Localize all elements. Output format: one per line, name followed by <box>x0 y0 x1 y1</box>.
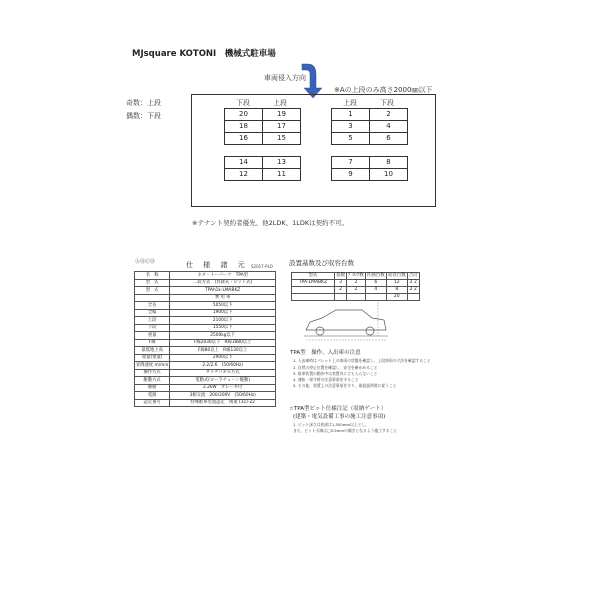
spec-row <box>135 377 276 385</box>
slot-14: 14 <box>225 157 263 169</box>
spec-row <box>135 279 276 287</box>
spec-value: 電動式(ローラチェーン駆動) <box>170 377 276 385</box>
spec-row <box>135 272 276 280</box>
spec-key: 型 式 <box>135 287 170 295</box>
count-cell <box>407 294 419 301</box>
spec-key: 上段 <box>135 317 170 325</box>
right-header-upper: 上段 <box>343 99 357 107</box>
slot-12: 12 <box>225 169 263 181</box>
count-header: ﾌﾞﾛｯｸ数 <box>348 273 364 279</box>
operation-notes-title: TPA型 操作、入出庫の注意 <box>290 350 361 356</box>
spec-key: 重量 <box>135 332 170 340</box>
spec-value: 2900以下 <box>170 354 276 362</box>
slot-10: 10 <box>370 169 408 181</box>
spec-value: 3相交流 200/200V (50/60Hz) <box>170 392 276 400</box>
pit-spec-title: ☆TPA型ピット仕様注記（収納ゲート） <box>289 406 387 412</box>
spec-value: F線2030以下 R線1880以上 <box>170 339 276 347</box>
pit-spec-line: 1. ピット深さは底部は1,500mm以上とし、 <box>293 422 370 427</box>
slot-5: 5 <box>332 133 370 145</box>
slot-17: 17 <box>263 121 301 133</box>
slot-13: 13 <box>263 157 301 169</box>
count-header: 合計 <box>408 273 418 279</box>
spec-row <box>135 309 276 317</box>
left-lower-grid <box>224 156 301 181</box>
operation-note-line: 3. 駐車装置の動作中は装置内に立ち入らないこと <box>293 371 378 376</box>
slot-4: 4 <box>370 121 408 133</box>
slot-6: 6 <box>370 133 408 145</box>
slot-11: 11 <box>263 169 301 181</box>
spec-code: S2017-PLO <box>251 264 273 269</box>
slot-20: 20 <box>225 109 263 121</box>
spec-key: F線 <box>135 339 170 347</box>
slot-15: 15 <box>263 133 301 145</box>
spec-key: 操作方式 <box>135 369 170 377</box>
spec-row <box>135 362 276 370</box>
count-cell: 2 <box>335 287 347 294</box>
spec-value: 乗 用 車 <box>170 294 276 302</box>
document-title: MJsquare KOTONI 機械式駐車場 <box>132 49 276 59</box>
slot-7: 7 <box>332 157 370 169</box>
left-upper-grid <box>224 108 301 145</box>
count-cell <box>292 287 335 294</box>
spec-value: 2.2/2.6 (50/60Hz) <box>170 362 276 370</box>
spec-row <box>135 369 276 377</box>
spec-row <box>135 302 276 310</box>
spec-value: 2100以下 <box>170 317 276 325</box>
spec-key: 全幅 <box>135 309 170 317</box>
spec-key: 駆動 <box>135 384 170 392</box>
slot-3: 3 <box>332 121 370 133</box>
spec-key: 型 式 <box>135 279 170 287</box>
spec-key: 昇降速度 m/min <box>136 362 169 368</box>
spec-key: 認定番号 <box>135 399 170 407</box>
count-header: 区画台数 <box>366 273 385 279</box>
count-row <box>292 287 420 294</box>
count-cell: 2 <box>347 280 366 287</box>
spec-value: 2.2kW ブレーキ付 <box>170 384 276 392</box>
count-cell: 3 <box>335 280 347 287</box>
count-cell: 6 <box>365 280 386 287</box>
spec-value: 特殊駐車装置認定 関東 (31)-22 <box>170 399 276 407</box>
upper-height-note: ※Aの上段のみ高さ2000㎜以下 <box>334 86 433 94</box>
pit-spec-subtitle: (建築・電気設備工事の施工注意事項) <box>293 414 386 420</box>
spec-key: 駆動方式 <box>135 377 170 385</box>
spec-key <box>135 294 170 302</box>
spec-row <box>135 294 276 302</box>
operation-note-line: 5. その他、装置上の注意事項を守り、取扱説明書に従うこと <box>293 383 397 388</box>
spec-row <box>135 332 276 340</box>
slot-2: 2 <box>370 109 408 121</box>
spec-row <box>135 287 276 295</box>
spec-value: 5050以下 <box>170 302 276 310</box>
right-upper-grid <box>331 108 408 145</box>
slot-1: 1 <box>332 109 370 121</box>
spec-value: ネオ・トーパーク TPA型 <box>170 272 276 280</box>
spec-stamp: ⒶⒷⒸⒹ <box>135 259 156 265</box>
slot-9: 9 <box>332 169 370 181</box>
count-cell: 12 <box>386 280 407 287</box>
count-title: 設置基数及び収容台数 <box>289 259 354 267</box>
count-header: 基数 <box>336 273 345 279</box>
operation-note-line: 4. 運転・保守時の注意事項を守ること <box>293 377 359 382</box>
count-cell: 2 <box>347 287 366 294</box>
count-header: 型式 <box>292 273 335 280</box>
spec-key: 最低地上高 <box>135 347 170 355</box>
spec-heading: 仕 様 諸 元 <box>186 261 249 269</box>
spec-value: タッチパネル方式 <box>170 369 276 377</box>
spec-value: 1900以下 <box>170 309 276 317</box>
spec-row <box>135 317 276 325</box>
pit-spec-line: また、ピット天端は□3.5mmの傾きとなるよう施工すること <box>293 428 398 433</box>
slot-16: 16 <box>225 133 263 145</box>
count-cell: TPA-LMABKZ <box>292 280 335 287</box>
spec-table <box>134 271 276 407</box>
car-clearance-diagram <box>300 300 390 344</box>
spec-value: 二段方式 (昇降式・ピット式) <box>170 279 276 287</box>
right-header-lower: 下段 <box>380 99 394 107</box>
count-cell: 8 <box>386 287 407 294</box>
spec-row <box>135 339 276 347</box>
spec-value: 1550以下 <box>170 324 276 332</box>
count-table <box>291 272 420 301</box>
count-cell: 20 <box>386 294 407 301</box>
spec-value: TPAh1k-LMABKZ <box>170 287 276 295</box>
spec-key: 電源 <box>135 392 170 400</box>
spec-row <box>135 384 276 392</box>
spec-value: 2500kg以下 <box>170 332 276 340</box>
left-header-upper: 上段 <box>273 99 287 107</box>
entry-direction-label: 車両侵入方向 <box>264 74 306 82</box>
spec-row <box>135 324 276 332</box>
slot-18: 18 <box>225 121 263 133</box>
spec-row <box>135 354 276 362</box>
count-row <box>292 280 420 287</box>
spec-row <box>135 392 276 400</box>
count-cell: 2 2 <box>407 287 419 294</box>
spec-row <box>135 399 276 407</box>
count-header: 収容台数 <box>387 273 406 279</box>
spec-key: 下段 <box>135 324 170 332</box>
count-header-row <box>292 273 420 280</box>
spec-key: 全長 <box>135 302 170 310</box>
spec-row <box>135 347 276 355</box>
slot-8: 8 <box>370 157 408 169</box>
spec-key: 重量(重量) <box>135 354 170 362</box>
spec-value: F線80以上 R線130以上 <box>170 347 276 355</box>
operation-note-line: 1. 入出庫時はパレット上の車両の状態を確認し、上段車両の寸法を確認すること <box>293 358 431 363</box>
operation-note-line: 2. 自然の停止位置を確認し、安全を確かめること <box>293 365 378 370</box>
spec-key: 名 称 <box>135 272 170 280</box>
count-cell: 2 2 <box>407 280 419 287</box>
count-cell: 4 <box>365 287 386 294</box>
legend-odd: 奇数：上段 <box>126 99 161 107</box>
right-lower-grid <box>331 156 408 181</box>
slot-19: 19 <box>263 109 301 121</box>
tenant-note: ※テナント契約者優先、他2LDK、1LDKは契約不可。 <box>192 219 349 227</box>
left-header-lower: 下段 <box>236 99 250 107</box>
legend-even: 偶数：下段 <box>126 112 161 120</box>
spec-sheet <box>134 258 276 434</box>
